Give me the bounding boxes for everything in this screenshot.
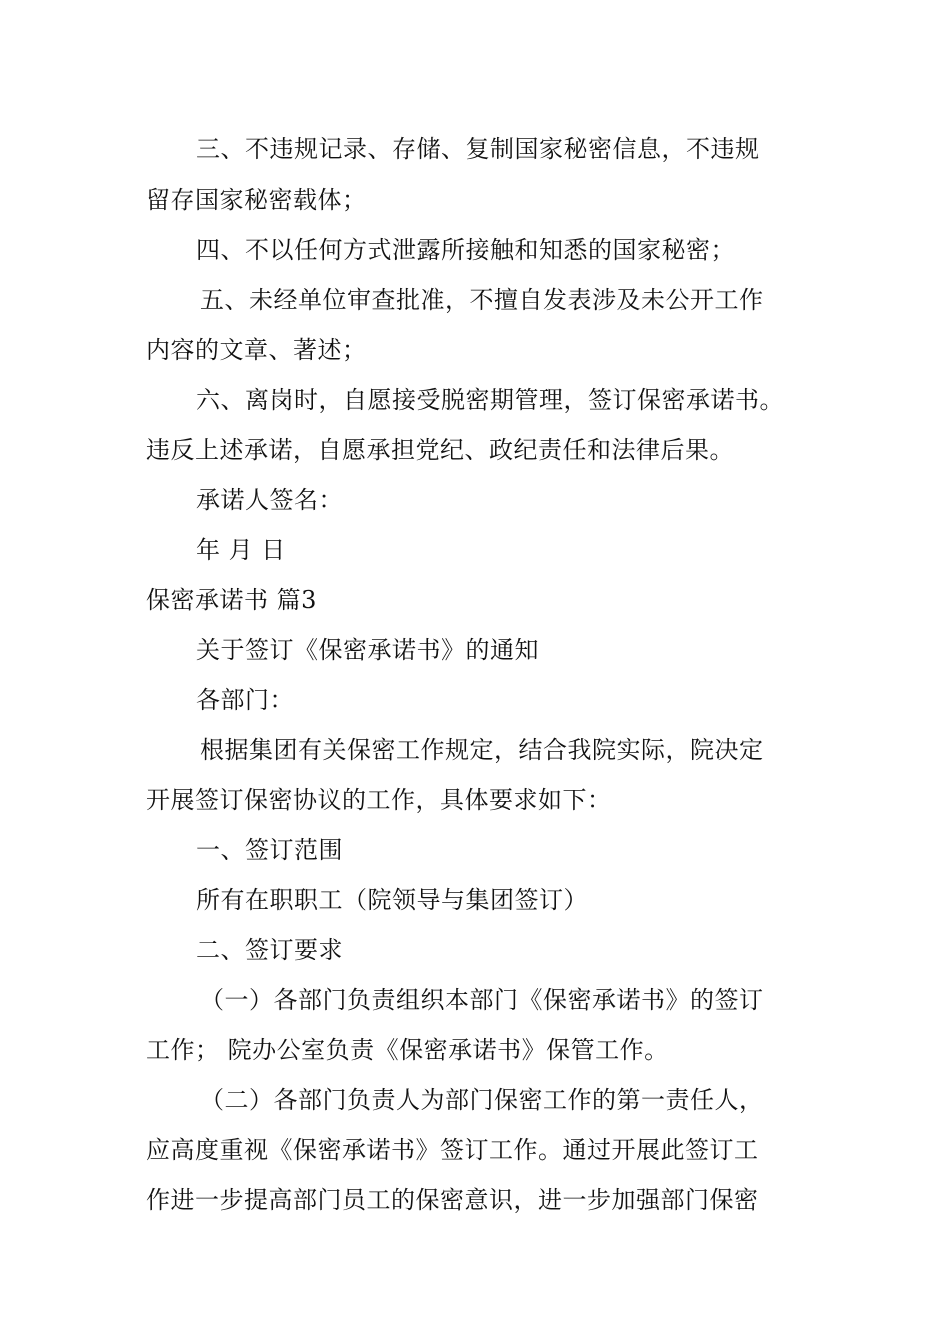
subheading-scope: 一、签订范围 (196, 836, 343, 864)
paragraph-line-14: 作进一步提高部门员工的保密意识，进一步加强部门保密 (146, 1186, 759, 1214)
paragraph-line-11: 工作； 院办公室负责《保密承诺书》保管工作。 (146, 1036, 669, 1064)
paragraph-line-4: 五、未经单位审查批准，不擅自发表涉及未公开工作 (200, 286, 764, 314)
paragraph-line-3: 四、不以任何方式泄露所接触和知悉的国家秘密； (196, 236, 735, 264)
paragraph-line-8: 根据集团有关保密工作规定，结合我院实际，院决定 (200, 736, 764, 764)
paragraph-line-9: 开展签订保密协议的工作，具体要求如下： (146, 786, 612, 814)
paragraph-line-12: （二）各部门负责人为部门保密工作的第一责任人， (200, 1086, 764, 1114)
paragraph-line-5: 内容的文章、著述； (146, 336, 367, 364)
scope-text: 所有在职职工（院领导与集团签订） (196, 886, 588, 914)
section-heading: 保密承诺书 篇3 (146, 586, 317, 614)
paragraph-line-2: 留存国家秘密载体； (146, 186, 367, 214)
paragraph-line-10: （一）各部门负责组织本部门《保密承诺书》的签订 (200, 986, 764, 1014)
paragraph-line-6: 六、离岗时，自愿接受脱密期管理，签订保密承诺书。 (196, 386, 784, 414)
paragraph-line-13: 应高度重视《保密承诺书》签订工作。通过开展此签订工 (146, 1136, 759, 1164)
signature-label: 承诺人签名： (196, 486, 343, 514)
paragraph-line-7: 违反上述承诺，自愿承担党纪、政纪责任和法律后果。 (146, 436, 734, 464)
notice-title: 关于签订《保密承诺书》的通知 (196, 636, 539, 664)
paragraph-line-1: 三、不违规记录、存储、复制国家秘密信息，不违规 (196, 135, 760, 163)
salutation: 各部门： (196, 686, 294, 714)
date-label: 年 月 日 (196, 536, 286, 564)
subheading-requirements: 二、签订要求 (196, 936, 343, 964)
